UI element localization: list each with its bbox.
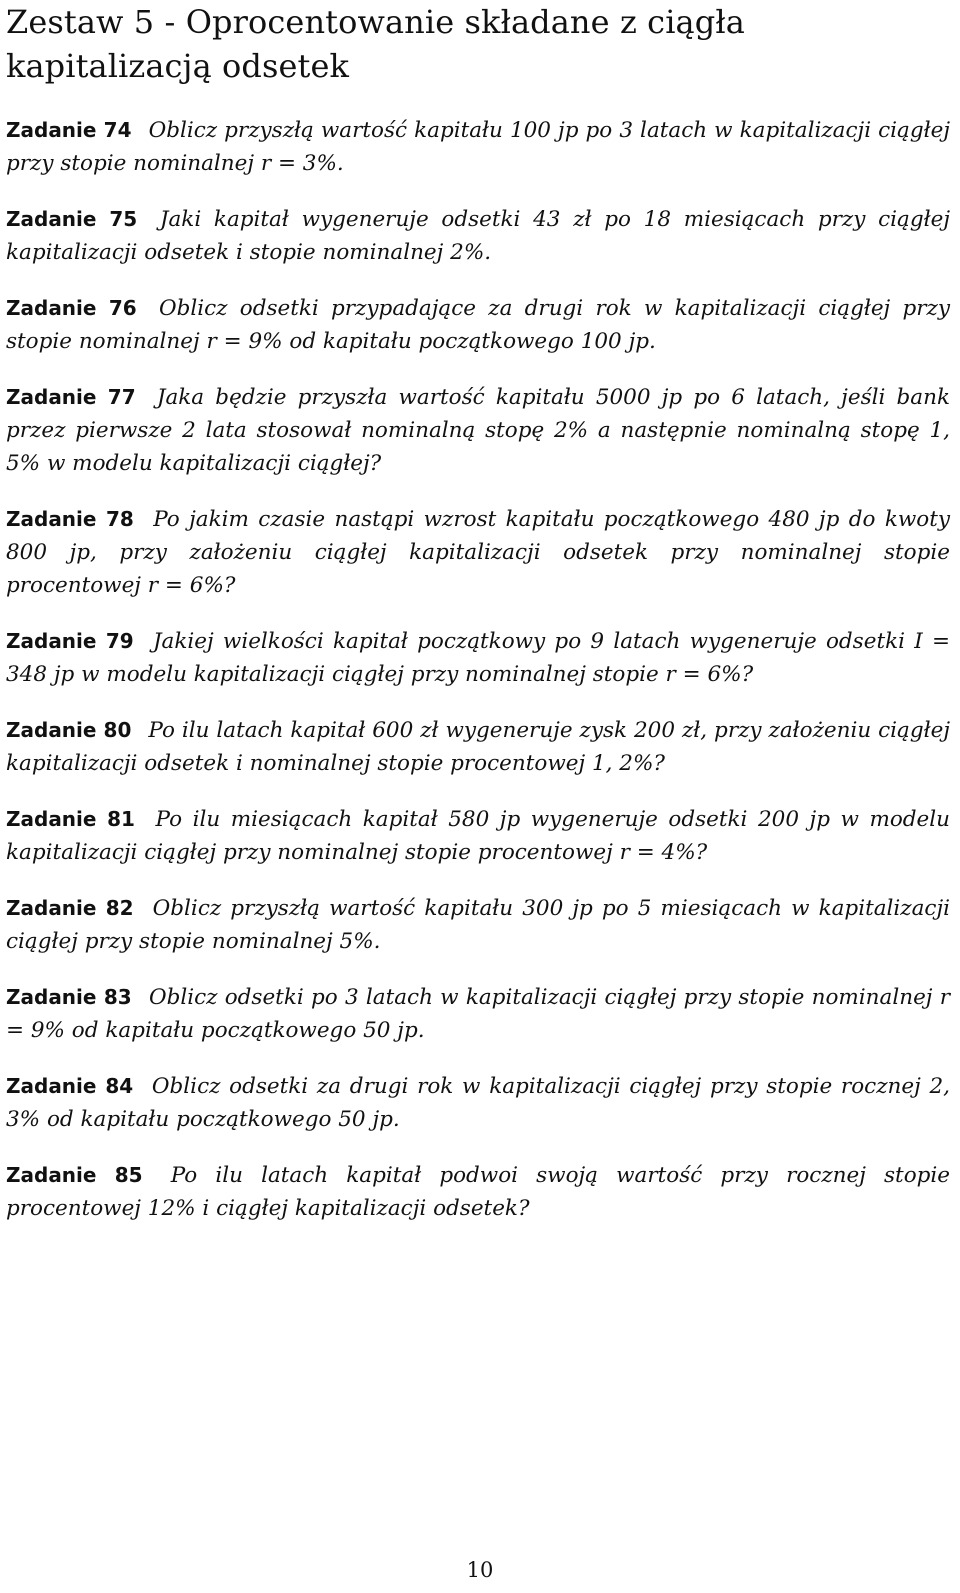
- task-item: [6, 981, 950, 1047]
- task-label: Zadanie 75: [6, 207, 138, 231]
- task-label: Zadanie 79: [6, 629, 134, 653]
- task-item: [6, 1159, 950, 1225]
- task-text: Po ilu latach kapitał 600 zł wygeneruje zysk 200 zł, przy założeniu ciągłej kapitalizacji odsetek i nominalnej stopie procentowej 1, 2%?: [6, 718, 951, 776]
- task-label: Zadanie 78: [6, 507, 134, 531]
- task-text: Oblicz odsetki po 3 latach w kapitalizacji ciągłej przy stopie nominalnej r = 9% od kapitału początkowego 50 jp.: [6, 985, 950, 1043]
- page-number: 10: [466, 1558, 494, 1582]
- task-item: [6, 381, 950, 480]
- task-item: [6, 203, 950, 269]
- task-text: Oblicz przyszłą wartość kapitału 300 jp po 5 miesiącach w kapitalizacji ciągłej przy stopie nominalnej 5%.: [6, 896, 951, 954]
- task-label: Zadanie 83: [6, 985, 132, 1009]
- task-item: [6, 803, 950, 869]
- task-label: Zadanie 80: [6, 718, 132, 742]
- task-label: Zadanie 82: [6, 896, 134, 920]
- task-text: Oblicz odsetki za drugi rok w kapitalizacji ciągłej przy stopie rocznej 2, 3% od kapitału początkowego 50 jp.: [6, 1074, 951, 1132]
- task-text: Po ilu latach kapitał podwoi swoją wartość przy rocznej stopie procentowej 12% i ciągłej kapitalizacji odsetek?: [6, 1163, 951, 1221]
- task-label: Zadanie 85: [6, 1163, 143, 1187]
- task-item: [6, 892, 950, 958]
- document-page: [6, 0, 950, 1248]
- task-text: Jakiej wielkości kapitał początkowy po 9 latach wygeneruje odsetki I = 348 jp w modelu kapitalizacji ciągłej przy nominalnej stopie r = 6%?: [6, 629, 950, 687]
- task-text: Jaka będzie przyszła wartość kapitału 5000 jp po 6 latach, jeśli bank przez pierwsze 2 lata stosował nominalną stopę 2% a następnie nominalną stopę 1, 5% w modelu kapitalizacji ciągłej?: [6, 385, 950, 476]
- task-label: Zadanie 81: [6, 807, 135, 831]
- task-label: Zadanie 76: [6, 296, 137, 320]
- task-item: [6, 714, 950, 780]
- task-text: Oblicz przyszłą wartość kapitału 100 jp po 3 latach w kapitalizacji ciągłej przy stopie nominalnej r = 3%.: [6, 118, 950, 176]
- page-title: Zestaw 5 - Oprocentowanie składane z ciągła kapitalizacją odsetek: [6, 3, 745, 85]
- task-item: [6, 114, 950, 180]
- task-label: Zadanie 84: [6, 1074, 134, 1098]
- task-text: Oblicz odsetki przypadające za drugi rok w kapitalizacji ciągłej przy stopie nominalnej r = 9% od kapitału początkowego 100 jp.: [6, 296, 950, 354]
- task-text: Po jakim czasie nastąpi wzrost kapitału początkowego 480 jp do kwoty 800 jp, przy założeniu ciągłej kapitalizacji odsetek przy nominalnej stopie procentowej r = 6%?: [6, 507, 950, 598]
- task-label: Zadanie 77: [6, 385, 136, 409]
- task-item: [6, 292, 950, 358]
- task-item: [6, 625, 950, 691]
- task-text: Jaki kapitał wygeneruje odsetki 43 zł po 18 miesiącach przy ciągłej kapitalizacji odsetek i stopie nominalnej 2%.: [6, 207, 950, 265]
- task-item: [6, 1070, 950, 1136]
- task-label: Zadanie 74: [6, 118, 132, 142]
- task-item: [6, 503, 950, 602]
- task-text: Po ilu miesiącach kapitał 580 jp wygeneruje odsetki 200 jp w modelu kapitalizacji ciągłej przy nominalnej stopie procentowej r = 4%?: [6, 807, 951, 865]
- task-list: [6, 114, 950, 1225]
